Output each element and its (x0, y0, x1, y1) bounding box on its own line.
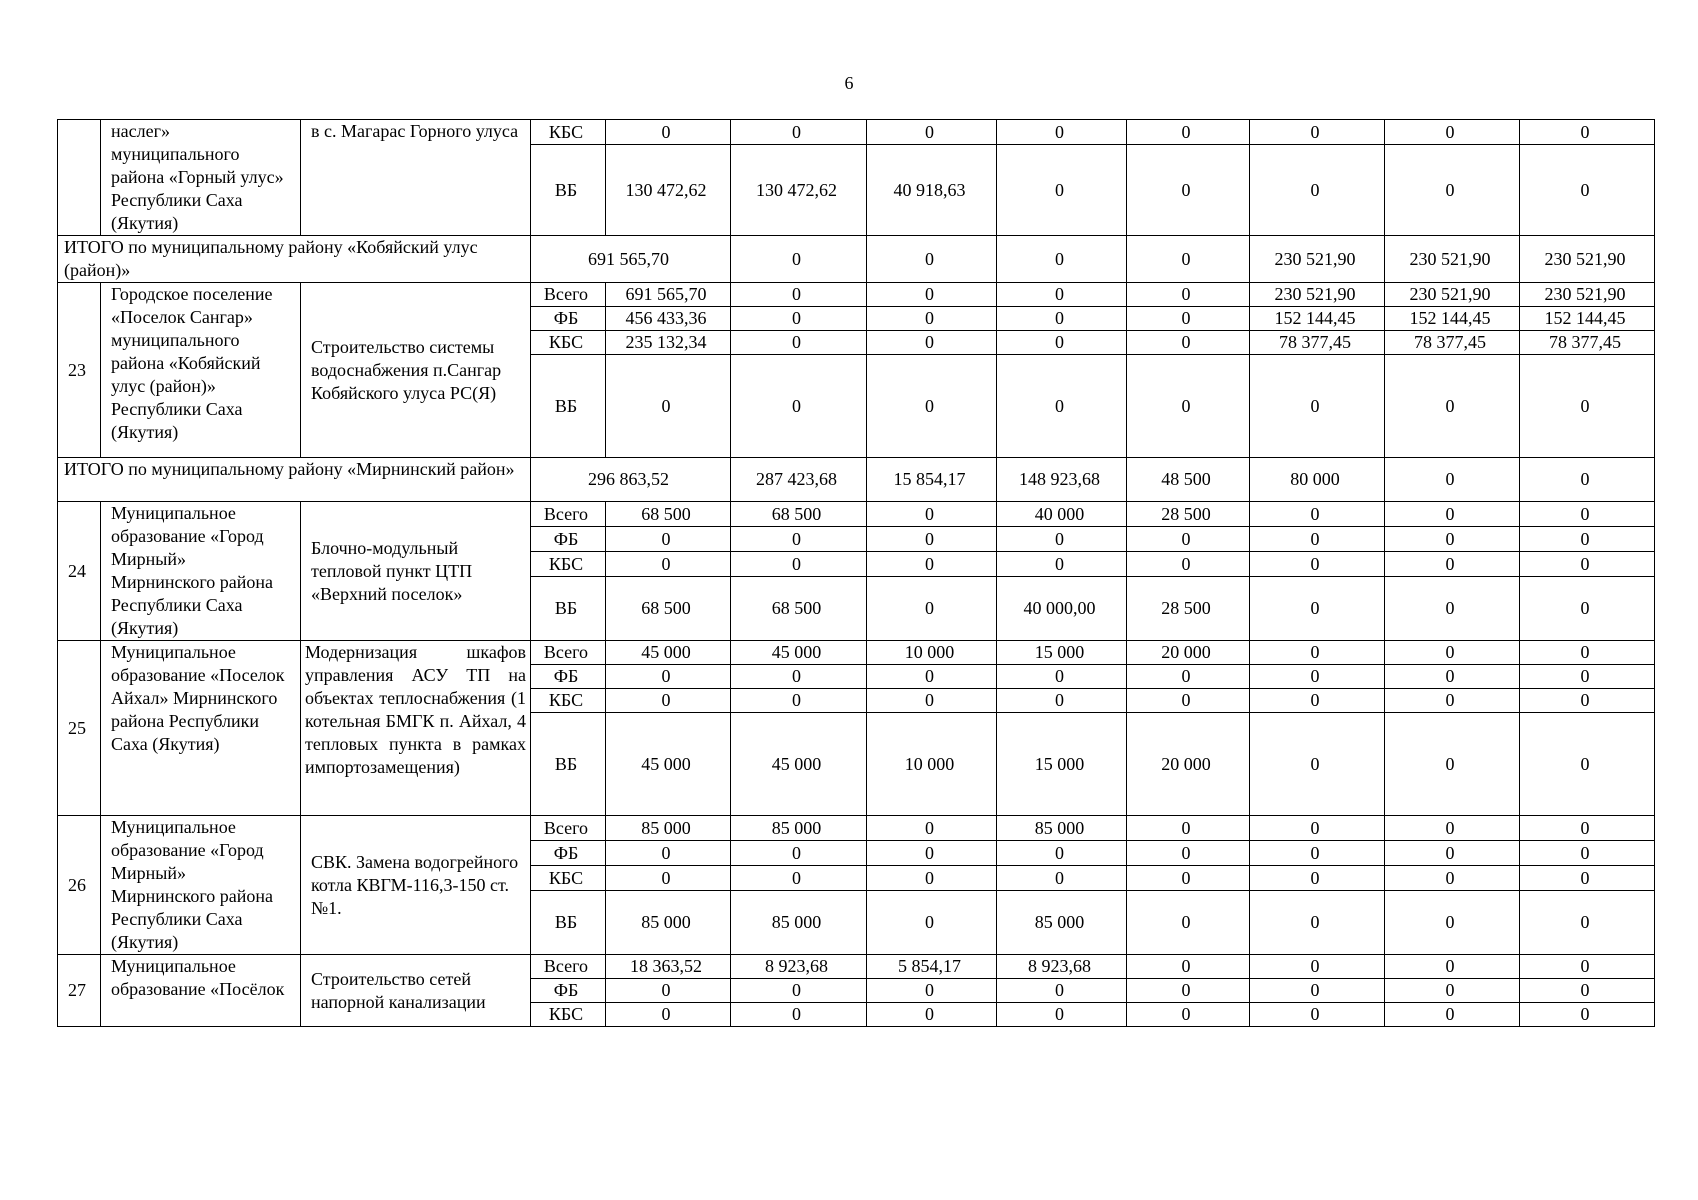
item-number: 24 (58, 502, 101, 641)
total-value: 296 863,52 (531, 458, 731, 502)
value-cell: 0 (997, 841, 1127, 866)
value-cell: 0 (1250, 355, 1385, 458)
value-cell: 230 521,90 (1520, 283, 1655, 307)
funding-source-label: КБС (531, 552, 606, 577)
value-cell: 0 (997, 120, 1127, 145)
value-cell: 0 (1385, 713, 1520, 816)
funding-source-label: КБС (531, 1003, 606, 1027)
funding-source-label: ФБ (531, 979, 606, 1003)
funding-source-label: Всего (531, 816, 606, 841)
value-cell: 0 (1520, 1003, 1655, 1027)
value-cell: 0 (1250, 713, 1385, 816)
value-cell: 0 (867, 307, 997, 331)
value-cell: 0 (1385, 552, 1520, 577)
value-cell: 45 000 (606, 713, 731, 816)
value-cell: 0 (997, 979, 1127, 1003)
value-cell: 0 (867, 283, 997, 307)
value-cell: 40 000 (997, 502, 1127, 527)
value-cell: 85 000 (731, 816, 867, 841)
value-cell: 45 000 (731, 713, 867, 816)
value-cell: 0 (731, 120, 867, 145)
funding-table (57, 119, 1655, 1027)
value-cell: 8 923,68 (731, 955, 867, 979)
value-cell: 0 (1385, 979, 1520, 1003)
total-value: 230 521,90 (1250, 236, 1385, 283)
value-cell: 0 (1520, 689, 1655, 713)
value-cell: 20 000 (1127, 641, 1250, 665)
value-cell: 0 (1520, 641, 1655, 665)
total-value: 0 (1127, 236, 1250, 283)
funding-source-label: Всего (531, 955, 606, 979)
value-cell: 230 521,90 (1250, 283, 1385, 307)
value-cell: 0 (997, 527, 1127, 552)
value-cell: 0 (1127, 866, 1250, 891)
value-cell: 18 363,52 (606, 955, 731, 979)
value-cell: 0 (731, 979, 867, 1003)
item-number (58, 120, 101, 236)
funding-source-label: Всего (531, 641, 606, 665)
total-label: ИТОГО по муниципальному району «Мирнинский район» (58, 458, 531, 502)
funding-source-label: ФБ (531, 665, 606, 689)
value-cell: 0 (731, 552, 867, 577)
total-row (58, 458, 1655, 502)
value-cell: 0 (1520, 955, 1655, 979)
value-cell: 0 (606, 1003, 731, 1027)
value-cell: 456 433,36 (606, 307, 731, 331)
project-description: Блочно-модульный тепловой пункт ЦТП «Верхний поселок» (301, 502, 531, 641)
value-cell: 68 500 (606, 502, 731, 527)
organization-cell: наслег» муниципального района «Горный улус» Республики Саха (Якутия) (101, 120, 301, 236)
value-cell: 0 (606, 120, 731, 145)
value-cell: 10 000 (867, 713, 997, 816)
item-number: 23 (58, 283, 101, 458)
value-cell: 0 (606, 552, 731, 577)
value-cell: 230 521,90 (1385, 283, 1520, 307)
value-cell: 0 (606, 527, 731, 552)
value-cell: 0 (1127, 527, 1250, 552)
value-cell: 0 (867, 841, 997, 866)
funding-source-label: ФБ (531, 841, 606, 866)
total-row (58, 236, 1655, 283)
value-cell: 0 (1520, 145, 1655, 236)
value-cell: 85 000 (606, 816, 731, 841)
value-cell: 0 (1127, 841, 1250, 866)
value-cell: 0 (731, 331, 867, 355)
value-cell: 78 377,45 (1250, 331, 1385, 355)
value-cell: 0 (867, 689, 997, 713)
total-value: 80 000 (1250, 458, 1385, 502)
value-cell: 45 000 (606, 641, 731, 665)
funding-source-label: ФБ (531, 527, 606, 552)
value-cell: 0 (731, 283, 867, 307)
value-cell: 0 (997, 331, 1127, 355)
funding-source-label: ВБ (531, 713, 606, 816)
value-cell: 0 (1520, 552, 1655, 577)
value-cell: 691 565,70 (606, 283, 731, 307)
value-cell: 0 (1385, 577, 1520, 641)
value-cell: 0 (1127, 979, 1250, 1003)
value-cell: 0 (867, 891, 997, 955)
value-cell: 0 (997, 307, 1127, 331)
value-cell: 0 (606, 665, 731, 689)
value-cell: 0 (1385, 665, 1520, 689)
value-cell: 0 (606, 866, 731, 891)
value-cell: 0 (606, 689, 731, 713)
value-cell: 0 (867, 577, 997, 641)
value-cell: 0 (1520, 502, 1655, 527)
value-cell: 0 (1250, 1003, 1385, 1027)
value-cell: 0 (1520, 816, 1655, 841)
total-value: 148 923,68 (997, 458, 1127, 502)
value-cell: 0 (1250, 120, 1385, 145)
value-cell: 0 (1385, 502, 1520, 527)
value-cell: 0 (1385, 955, 1520, 979)
value-cell: 0 (731, 866, 867, 891)
value-cell: 0 (1127, 891, 1250, 955)
funding-source-label: ВБ (531, 891, 606, 955)
funding-source-label: ВБ (531, 577, 606, 641)
value-cell: 28 500 (1127, 502, 1250, 527)
value-cell: 85 000 (731, 891, 867, 955)
value-cell: 130 472,62 (606, 145, 731, 236)
value-cell: 0 (1385, 1003, 1520, 1027)
funding-source-label: КБС (531, 331, 606, 355)
value-cell: 0 (1385, 641, 1520, 665)
value-cell: 0 (997, 145, 1127, 236)
value-cell: 0 (1127, 331, 1250, 355)
value-cell: 0 (1250, 891, 1385, 955)
value-cell: 40 000,00 (997, 577, 1127, 641)
total-value: 15 854,17 (867, 458, 997, 502)
value-cell: 0 (606, 841, 731, 866)
value-cell: 68 500 (731, 502, 867, 527)
value-cell: 0 (1385, 527, 1520, 552)
value-cell: 5 854,17 (867, 955, 997, 979)
value-cell: 0 (867, 1003, 997, 1027)
funding-source-label: КБС (531, 689, 606, 713)
value-cell: 20 000 (1127, 713, 1250, 816)
value-cell: 68 500 (731, 577, 867, 641)
value-cell: 0 (997, 689, 1127, 713)
value-cell: 0 (1250, 552, 1385, 577)
project-description: Модернизация шкафов управления АСУ ТП на объектах теплоснабжения (1 котельная БМГК п. Айхал, 4 тепловых пункта в рамках импортозамещения) (301, 641, 531, 816)
total-value: 691 565,70 (531, 236, 731, 283)
value-cell: 0 (1127, 1003, 1250, 1027)
value-cell: 0 (1520, 891, 1655, 955)
value-cell: 0 (1127, 307, 1250, 331)
value-cell: 0 (731, 527, 867, 552)
value-cell: 0 (1250, 577, 1385, 641)
value-cell: 0 (867, 527, 997, 552)
organization-cell: Муниципальное образование «Город Мирный» Мирнинского района Республики Саха (Якутия) (101, 816, 301, 955)
value-cell: 0 (867, 866, 997, 891)
item-number: 26 (58, 816, 101, 955)
value-cell: 0 (1385, 120, 1520, 145)
table-row (58, 283, 1655, 307)
total-value: 230 521,90 (1385, 236, 1520, 283)
value-cell: 0 (1520, 577, 1655, 641)
organization-cell: Муниципальное образование «Посёлок (101, 955, 301, 1027)
value-cell: 0 (1127, 145, 1250, 236)
value-cell: 78 377,45 (1385, 331, 1520, 355)
organization-cell: Муниципальное образование «Поселок Айхал» Мирнинского района Республики Саха (Якутия) (101, 641, 301, 816)
organization-cell: Городское поселение «Поселок Сангар» муниципального района «Кобяйский улус (район)» Республики Саха (Якутия) (101, 283, 301, 458)
value-cell: 0 (1250, 665, 1385, 689)
value-cell: 0 (1127, 816, 1250, 841)
value-cell: 0 (1520, 527, 1655, 552)
value-cell: 0 (867, 552, 997, 577)
value-cell: 0 (1385, 145, 1520, 236)
value-cell: 85 000 (997, 891, 1127, 955)
value-cell: 0 (867, 502, 997, 527)
value-cell: 15 000 (997, 641, 1127, 665)
value-cell: 0 (1385, 841, 1520, 866)
total-value: 0 (1385, 458, 1520, 502)
project-description: Строительство системы водоснабжения п.Сангар Кобяйского улуса РС(Я) (301, 283, 531, 458)
value-cell: 0 (997, 866, 1127, 891)
value-cell: 0 (1127, 665, 1250, 689)
project-description: СВК. Замена водогрейного котла КВГМ-116,3-150 ст.№1. (301, 816, 531, 955)
table-row (58, 120, 1655, 145)
total-value: 48 500 (1127, 458, 1250, 502)
value-cell: 152 144,45 (1250, 307, 1385, 331)
value-cell: 0 (1520, 841, 1655, 866)
value-cell: 0 (867, 816, 997, 841)
value-cell: 0 (1127, 120, 1250, 145)
value-cell: 235 132,34 (606, 331, 731, 355)
value-cell: 152 144,45 (1520, 307, 1655, 331)
value-cell: 0 (1127, 283, 1250, 307)
value-cell: 0 (606, 979, 731, 1003)
organization-cell: Муниципальное образование «Город Мирный» Мирнинского района Республики Саха (Якутия) (101, 502, 301, 641)
total-value: 0 (731, 236, 867, 283)
value-cell: 0 (1520, 713, 1655, 816)
value-cell: 0 (997, 1003, 1127, 1027)
table-row (58, 502, 1655, 527)
funding-source-label: КБС (531, 120, 606, 145)
value-cell: 0 (867, 665, 997, 689)
value-cell: 0 (1520, 120, 1655, 145)
value-cell: 78 377,45 (1520, 331, 1655, 355)
value-cell: 0 (1127, 955, 1250, 979)
value-cell: 0 (731, 1003, 867, 1027)
value-cell: 0 (1385, 816, 1520, 841)
value-cell: 0 (1385, 355, 1520, 458)
table-row (58, 955, 1655, 979)
value-cell: 0 (1520, 665, 1655, 689)
value-cell: 0 (1520, 979, 1655, 1003)
value-cell: 68 500 (606, 577, 731, 641)
total-value: 0 (867, 236, 997, 283)
value-cell: 0 (997, 665, 1127, 689)
value-cell: 85 000 (606, 891, 731, 955)
project-description: Строительство сетей напорной канализации (301, 955, 531, 1027)
total-value: 287 423,68 (731, 458, 867, 502)
value-cell: 0 (1250, 816, 1385, 841)
value-cell: 8 923,68 (997, 955, 1127, 979)
value-cell: 0 (1385, 866, 1520, 891)
value-cell: 45 000 (731, 641, 867, 665)
item-number: 27 (58, 955, 101, 1027)
value-cell: 0 (1127, 552, 1250, 577)
funding-source-label: ВБ (531, 355, 606, 458)
value-cell: 0 (1520, 355, 1655, 458)
funding-source-label: КБС (531, 866, 606, 891)
value-cell: 0 (1250, 841, 1385, 866)
value-cell: 0 (1385, 689, 1520, 713)
funding-source-label: ВБ (531, 145, 606, 236)
total-label: ИТОГО по муниципальному району «Кобяйский улус (район)» (58, 236, 531, 283)
value-cell: 0 (997, 355, 1127, 458)
value-cell: 152 144,45 (1385, 307, 1520, 331)
value-cell: 0 (1127, 355, 1250, 458)
value-cell: 0 (1385, 891, 1520, 955)
total-value: 230 521,90 (1520, 236, 1655, 283)
value-cell: 0 (1250, 866, 1385, 891)
value-cell: 0 (731, 689, 867, 713)
value-cell: 0 (1250, 979, 1385, 1003)
funding-source-label: Всего (531, 283, 606, 307)
value-cell: 0 (606, 355, 731, 458)
value-cell: 0 (731, 355, 867, 458)
value-cell: 0 (1250, 502, 1385, 527)
value-cell: 0 (1250, 955, 1385, 979)
value-cell: 0 (867, 355, 997, 458)
value-cell: 0 (731, 841, 867, 866)
value-cell: 0 (997, 552, 1127, 577)
value-cell: 40 918,63 (867, 145, 997, 236)
value-cell: 130 472,62 (731, 145, 867, 236)
table-row (58, 641, 1655, 665)
value-cell: 0 (1520, 866, 1655, 891)
table-row (58, 816, 1655, 841)
value-cell: 0 (1127, 689, 1250, 713)
value-cell: 0 (867, 120, 997, 145)
value-cell: 0 (867, 331, 997, 355)
total-value: 0 (1520, 458, 1655, 502)
value-cell: 0 (731, 665, 867, 689)
value-cell: 0 (731, 307, 867, 331)
value-cell: 0 (1250, 641, 1385, 665)
value-cell: 85 000 (997, 816, 1127, 841)
value-cell: 0 (1250, 689, 1385, 713)
value-cell: 0 (1250, 145, 1385, 236)
item-number: 25 (58, 641, 101, 816)
value-cell: 0 (867, 979, 997, 1003)
value-cell: 0 (1250, 527, 1385, 552)
funding-source-label: ФБ (531, 307, 606, 331)
page-number: 6 (844, 73, 854, 93)
value-cell: 0 (997, 283, 1127, 307)
project-description: в с. Магарас Горного улуса (301, 120, 531, 236)
value-cell: 10 000 (867, 641, 997, 665)
value-cell: 15 000 (997, 713, 1127, 816)
value-cell: 28 500 (1127, 577, 1250, 641)
total-value: 0 (997, 236, 1127, 283)
funding-source-label: Всего (531, 502, 606, 527)
